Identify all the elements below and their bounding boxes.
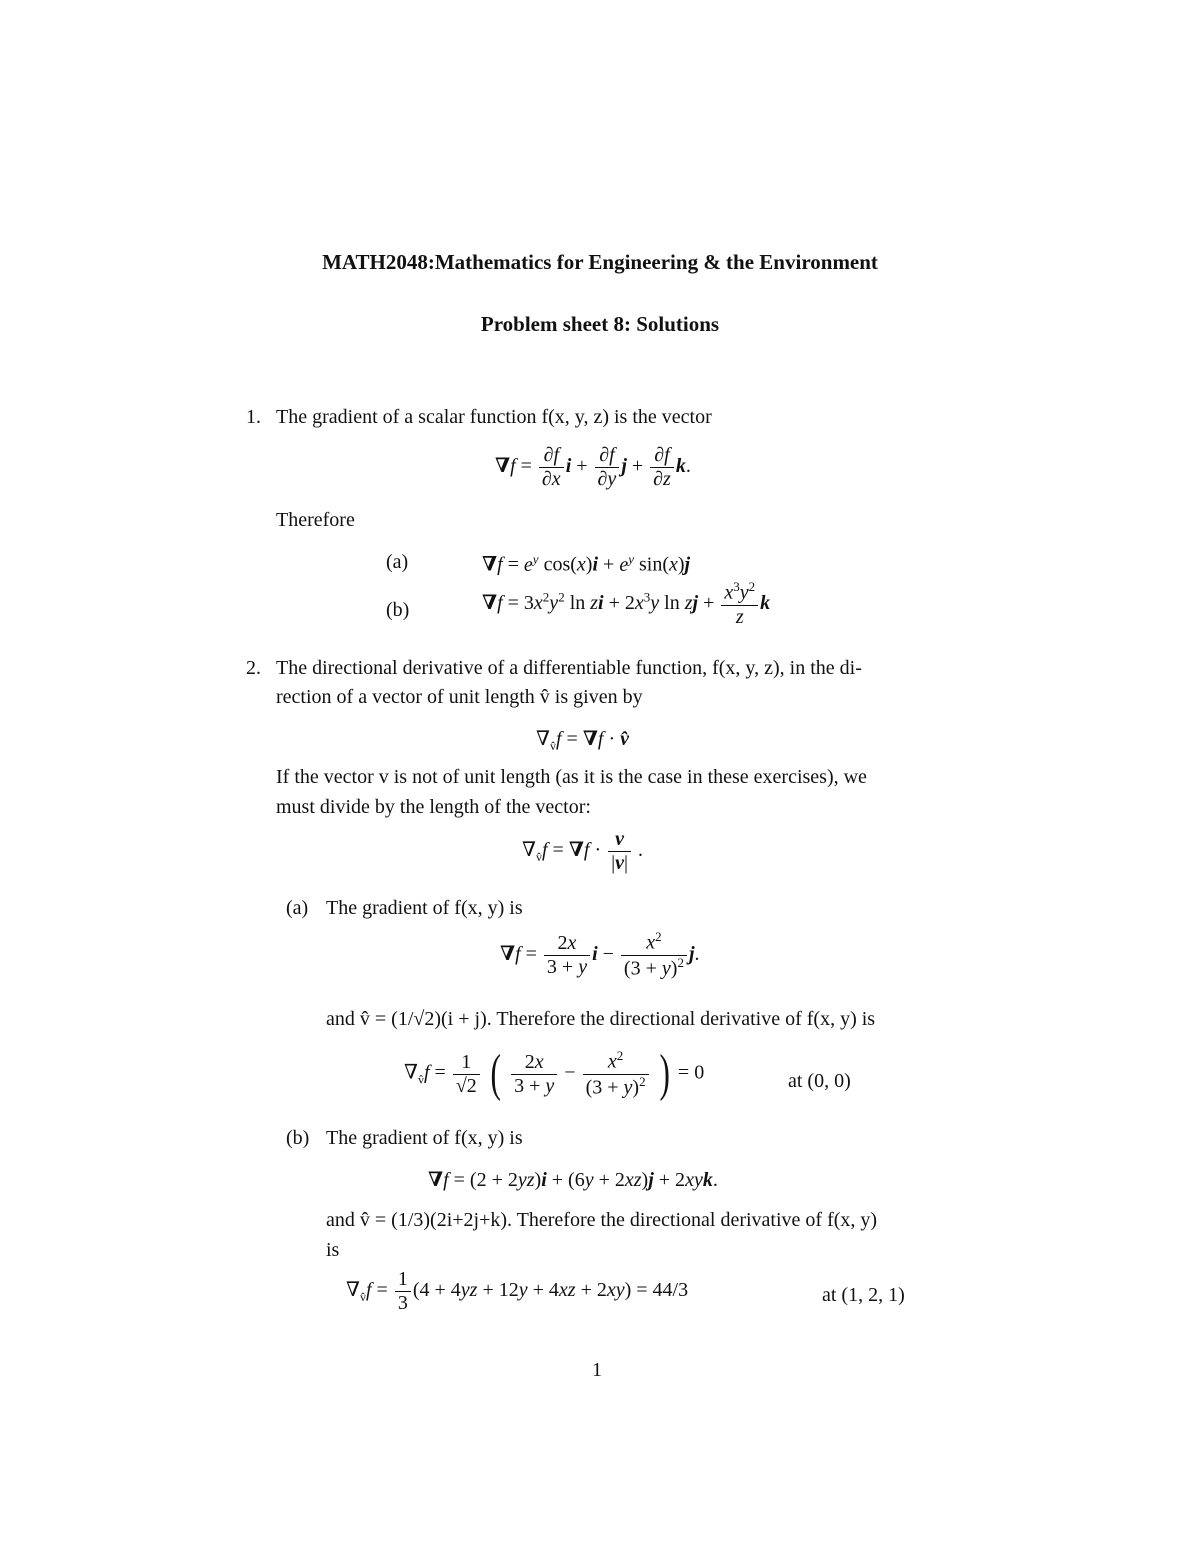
q2-b-at: at (1, 2, 1)	[822, 1284, 905, 1306]
q1-label-a: (a)	[386, 551, 409, 573]
q2-b-gradient: ∇f = (2 + 2yz)i + (6y + 2xz)j + 2xyk.	[428, 1169, 718, 1191]
q2-b-result-value: = 44/3	[636, 1279, 689, 1302]
q2-a-and: and v̂ = (1/√2)(i + j). Therefore the directional derivative of f(x, y) is	[326, 1008, 876, 1030]
q2-line4: must divide by the length of the vector:	[276, 796, 591, 818]
q2-b-label: (b)	[286, 1127, 310, 1149]
q1-label-b: (b)	[386, 599, 410, 621]
q1-number: 1.	[246, 406, 261, 428]
q1-answer-a: $\nabla f = e^y$ $\cos(x)i + e^y$ sin(x)j	[482, 551, 691, 576]
q1-intro: The gradient of a scalar function f(x, y, z) is the vector	[276, 406, 712, 428]
q2-a-gradient: ∇f = $\frac{2x}{3 + y}$ i − $\frac{x^2}{(3 + y)^2}$ j.	[500, 929, 700, 980]
q1-therefore: Therefore	[276, 509, 355, 531]
q2-a-intro: The gradient of f(x, y) is	[326, 897, 523, 919]
q2-normalized-formula: $\nabla_{v̂}f = \nabla f$ · $\frac{v}{|v|}$ .	[522, 828, 644, 874]
q2-number: 2.	[246, 657, 261, 679]
q2-a-at: at (0, 0)	[788, 1070, 851, 1092]
q2-line1: The directional derivative of a differentiable function, f(x, y, z), in the di-	[276, 657, 862, 679]
q2-a-result: $\nabla_{v̂}f$ = $\frac{1}{√2}$ ( $\frac{2x}{3 + y}$ − $\frac{x^2}{(3 + y)^2}$ ) = 0	[404, 1045, 705, 1102]
document-subtitle: Problem sheet 8: Solutions	[480, 312, 720, 336]
q2-b-result: $\nabla_{v̂}f$ = $\frac{1}{3}$ (4 + 4yz + 12y + 4xz + 2xy) = 44/3	[346, 1268, 689, 1314]
q2-line3: If the vector v is not of unit length (as it is the case in these exercises), we	[276, 766, 867, 788]
document-title: MATH2048:Mathematics for Engineering & the Environment	[322, 250, 878, 274]
q2-b-is: is	[326, 1239, 340, 1261]
q2-b-intro: The gradient of f(x, y) is	[326, 1127, 523, 1149]
q2-a-label: (a)	[286, 897, 309, 919]
q2-line2: rection of a vector of unit length v̂ is given by	[276, 686, 643, 708]
q2-b-and: and v̂ = (1/3)(2i+2j+k). Therefore the directional derivative of f(x, y)	[326, 1209, 878, 1231]
q1-answer-b: $\nabla f = 3x^2y^2$ ln zi + $2x^3y$ ln zj + $\frac{x^3y^2}{z}$ k	[482, 579, 771, 628]
q1-gradient-definition: ∇f = $\frac{\partial f}{\partial x}$ i + $\frac{\partial f}{\partial y}$ j + $\frac{\partial f}{\partial z}$ k.	[495, 444, 691, 490]
q2-directional-derivative-definition: $\nabla_{v̂}f = \nabla f$ · v̂	[536, 728, 629, 753]
page-number: 1	[592, 1359, 602, 1381]
